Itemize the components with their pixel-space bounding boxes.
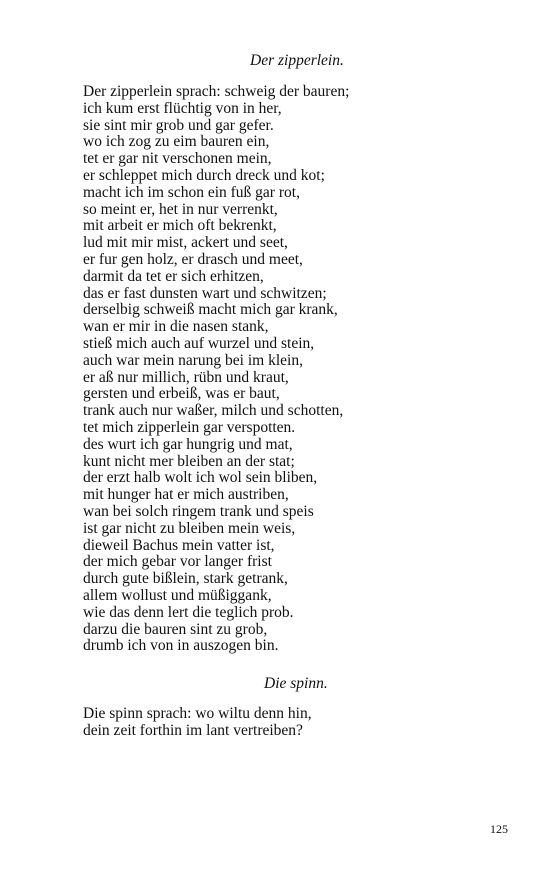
verse-line: wo ich zog zu eim bauren ein,: [83, 133, 270, 151]
verse-line: lud mit mir mist, ackert und seet,: [83, 234, 288, 252]
verse-line: mit arbeit er mich oft bekrenkt,: [83, 217, 277, 235]
verse-line: darzu die bauren sint zu grob,: [83, 620, 268, 638]
verse-line: drumb ich von in auszogen bin.: [83, 637, 279, 655]
verse-line: wan er mir in die nasen stank,: [83, 318, 269, 336]
verse-line: ich kum erst flüchtig von in her,: [83, 99, 282, 117]
verse-line: wie das denn lert die teglich prob.: [83, 603, 294, 621]
verse-line: macht ich im schon ein fuß gar rot,: [83, 183, 300, 201]
verse-line: gersten und erbeiß, was er baut,: [83, 385, 280, 403]
verse-line: Die spinn sprach: wo wiltu denn hin,: [83, 705, 312, 722]
verse-line: kunt nicht mer bleiben an der stat;: [83, 452, 295, 470]
verse-line: Der zipperlein sprach: schweig der bauren;: [83, 83, 350, 100]
verse-line: er fur gen holz, er drasch und meet,: [83, 250, 303, 268]
poem-spinn-lines: [83, 706, 312, 740]
verse-line: das er fast dunsten wart und schwitzen;: [83, 284, 327, 302]
verse-line: tet mich zipperlein gar verspotten.: [83, 418, 296, 436]
verse-line: dein zeit forthin im lant vertreiben?: [83, 721, 303, 739]
verse-line: stieß mich auch auf wurzel und stein,: [83, 334, 315, 352]
verse-line: ist gar nicht zu bleiben mein weis,: [83, 519, 296, 537]
verse-line: mit hunger hat er mich austriben,: [83, 486, 289, 504]
verse-line: des wurt ich gar hungrig und mat,: [83, 435, 293, 453]
poem-title-zipperlein: Der zipperlein.: [250, 52, 344, 69]
verse-line: auch war mein narung bei im klein,: [83, 351, 303, 369]
verse-line: wan bei solch ringem trank und speis: [83, 502, 314, 520]
verse-line: durch gute bißlein, stark getrank,: [83, 570, 288, 588]
verse-line: dieweil Bachus mein vatter ist,: [83, 536, 275, 554]
verse-line: er aß nur millich, rübn und kraut,: [83, 368, 289, 386]
verse-line: der mich gebar vor langer frist: [83, 553, 272, 571]
poem-zipperlein-lines: [83, 84, 349, 655]
verse-line: so meint er, het in nur verrenkt,: [83, 200, 278, 218]
verse-line: trank auch nur waßer, milch und schotten,: [83, 402, 344, 420]
verse-line: sie sint mir grob und gar gefer.: [83, 116, 274, 134]
verse-line: der erzt halb wolt ich wol sein bliben,: [83, 469, 318, 487]
poem-title-spinn: Die spinn.: [264, 675, 328, 692]
verse-line: er schleppet mich durch dreck und kot;: [83, 166, 325, 184]
page-number: 125: [490, 822, 508, 836]
verse-line: darmit da tet er sich erhitzen,: [83, 267, 264, 285]
verse-line: derselbig schweiß macht mich gar krank,: [83, 301, 338, 319]
verse-line: allem wollust und müßiggank,: [83, 586, 272, 604]
verse-line: tet er gar nit verschonen mein,: [83, 150, 272, 168]
